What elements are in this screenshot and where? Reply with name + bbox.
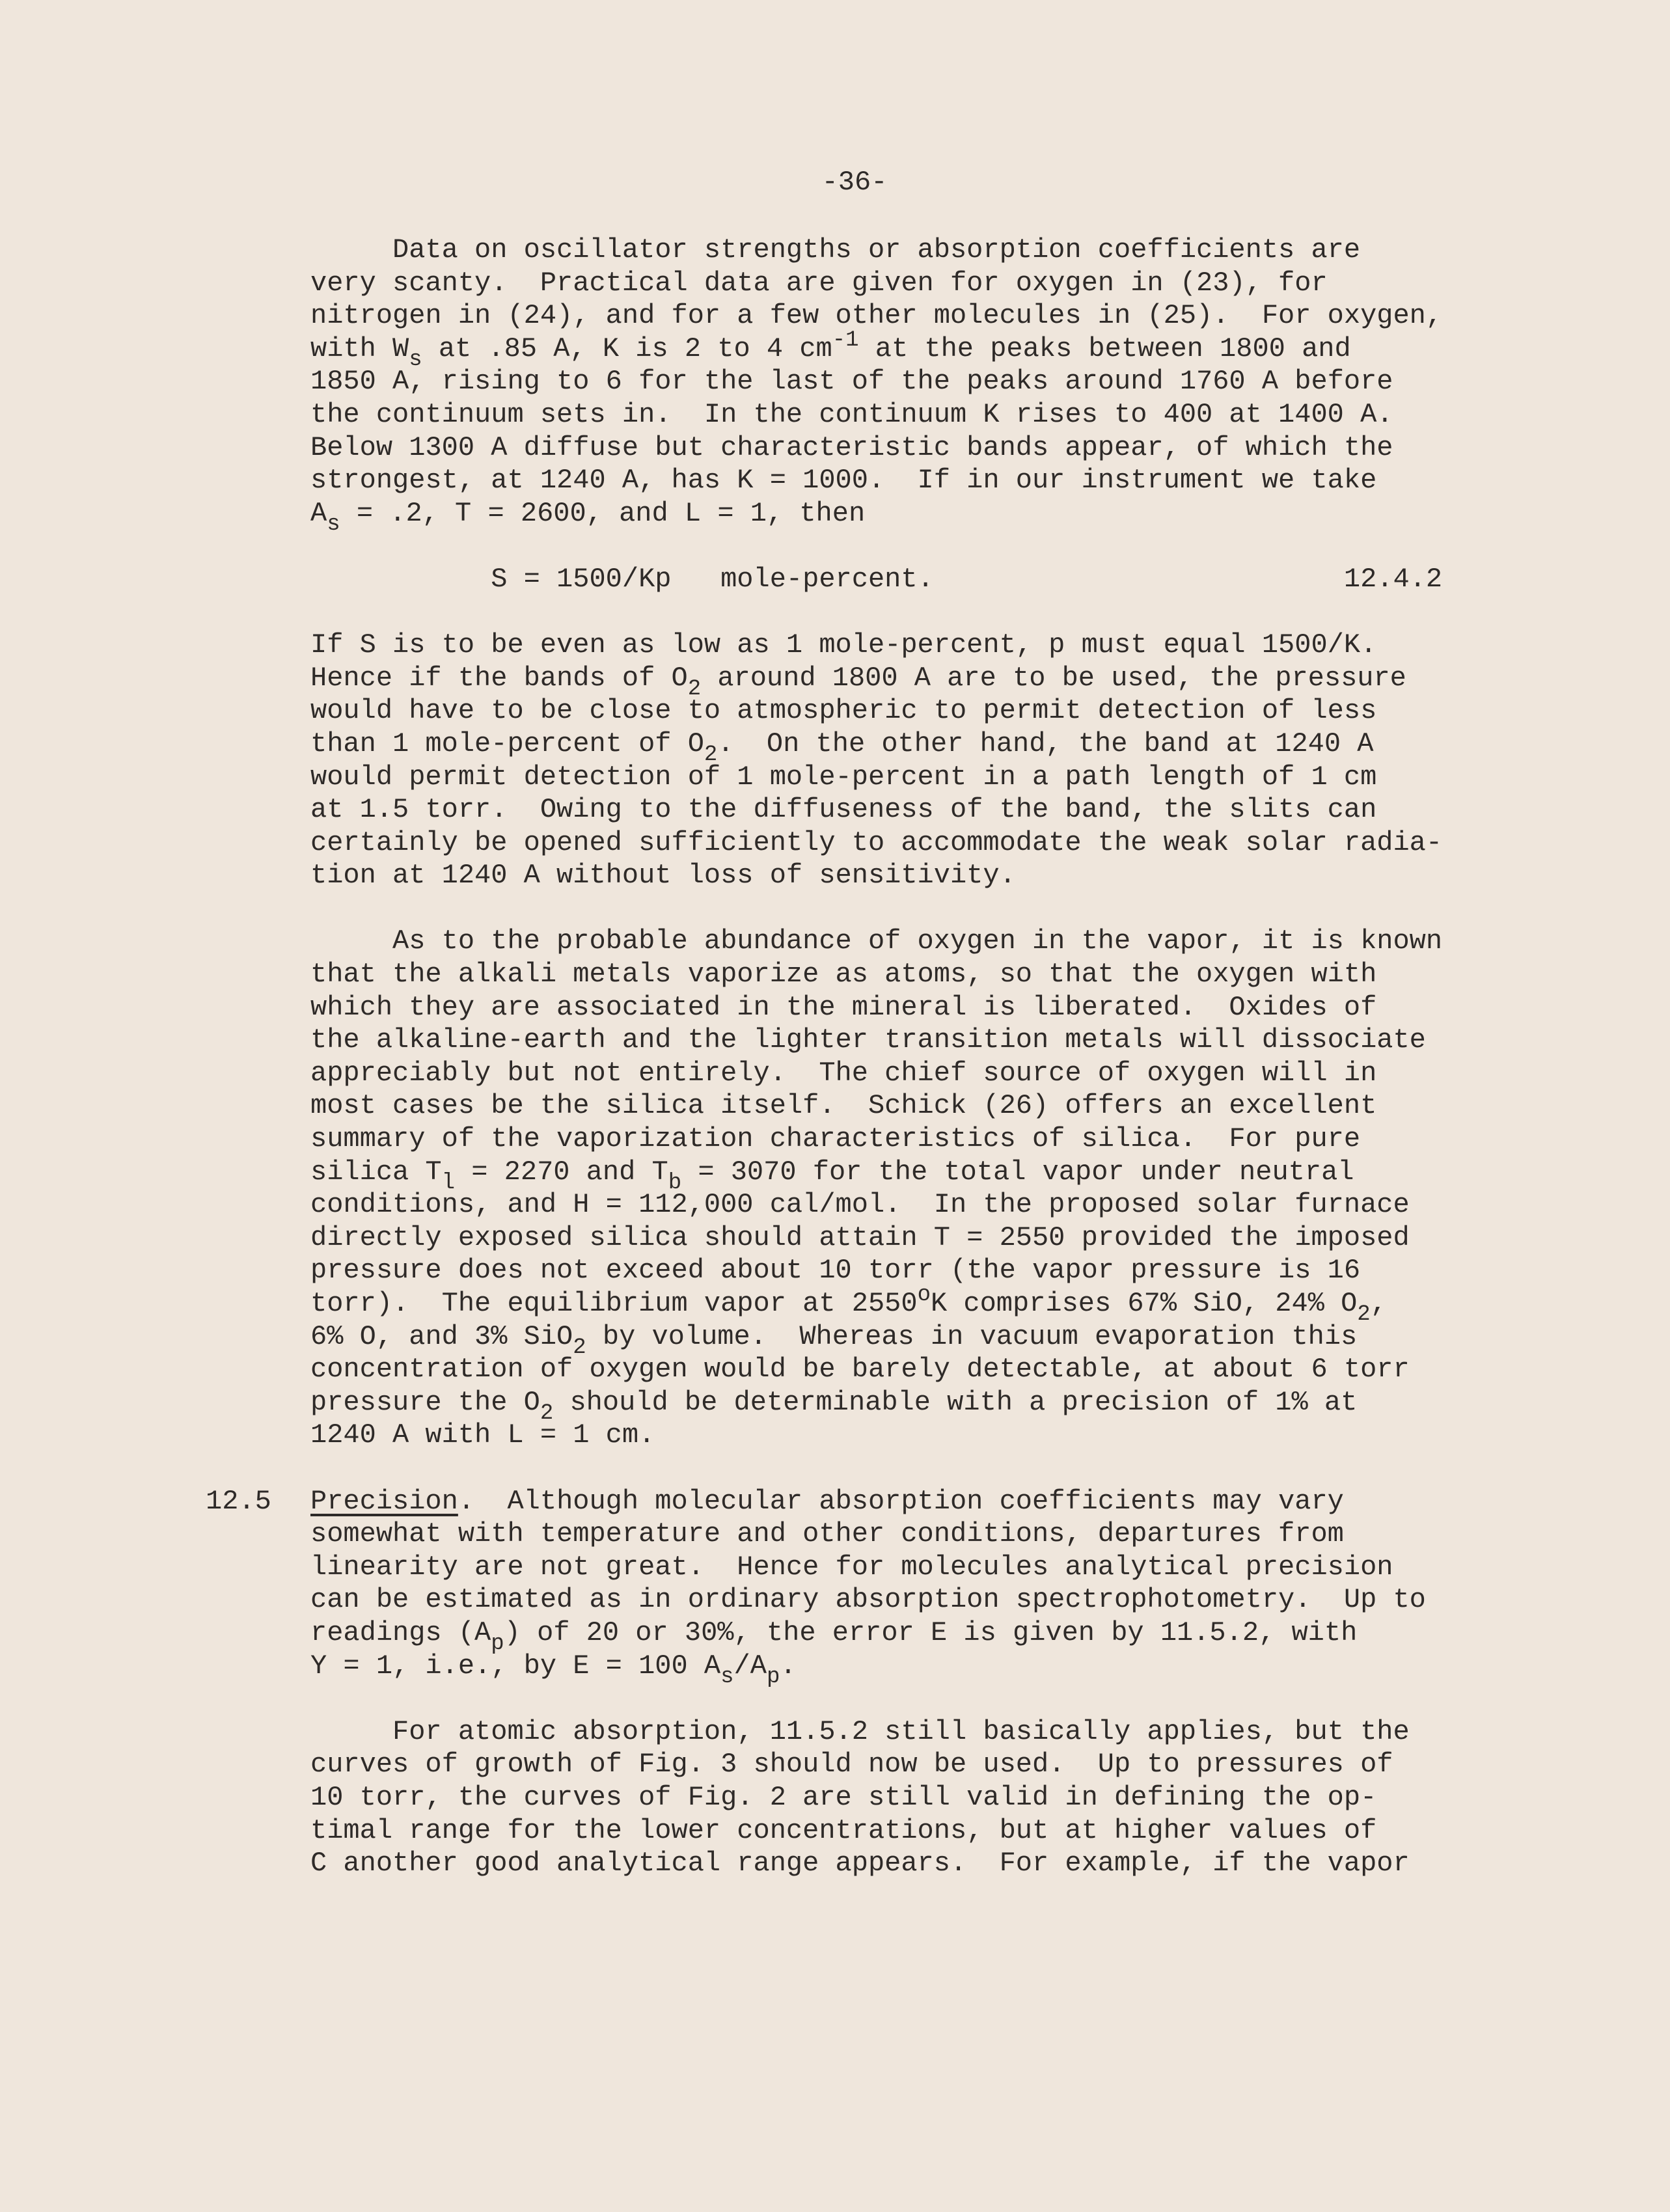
text-line [310,1814,1442,1848]
text-line [310,958,1442,991]
subscript: b [668,1170,682,1195]
text-line [310,1518,1442,1551]
text-line [310,1057,1442,1090]
text-line [310,299,1442,333]
text-segment: directly exposed silica should attain T = 2550 provided the imposed [310,1222,1410,1253]
text-segment: which they are associated in the mineral is liberated. Oxides of [310,991,1377,1023]
text-segment: tion at 1240 A without loss of sensitivity. [310,860,1016,892]
text-segment: would have to be close to atmospheric to permit detection of less [310,695,1377,727]
text-line [310,793,1442,826]
subscript: 2 [540,1400,554,1426]
text-segment: at .85 A, K is 2 to 4 cm [422,333,832,364]
superscript: -1 [832,327,859,353]
subscript: 2 [1357,1302,1371,1327]
text-line [310,826,1442,860]
text-line [310,1485,1442,1518]
text-segment: If S is to be even as low as 1 mole-percent, p must equal 1500/K. [310,629,1377,661]
text-segment: /A [733,1650,767,1682]
text-segment: than 1 mole-percent of O [310,728,704,759]
subscript: s [720,1664,734,1689]
subscript: 2 [687,676,702,702]
text-line [310,925,1442,958]
text-line [310,365,1442,398]
text-line [310,497,1442,537]
text-segment: very scanty. Practical data are given for oxygen in (23), for [310,267,1328,299]
text-line [310,1353,1442,1386]
text-segment: that the alkali metals vaporize as atoms, so that the oxygen with [310,959,1377,990]
text-segment: silica T [310,1156,442,1188]
text-line [310,728,1442,767]
text-line [310,563,1442,596]
text-line [310,694,1442,728]
text-segment: . Although molecular absorption coefficients may vary [458,1485,1344,1517]
text-line [310,662,1442,702]
subscript: 2 [704,742,718,767]
subscript: s [327,512,340,537]
text-line [310,629,1442,662]
text-segment: = .2, T = 2600, and L = 1, then [340,497,866,529]
text-segment: 1240 A with L = 1 cm. [310,1419,655,1451]
text-line [310,1650,1442,1689]
text-segment: ) of 20 or 30%, the error E is given by 11.5.2, with [504,1617,1358,1648]
text-segment: nitrogen in (24), and for a few other molecules in (25). For oxygen, [310,300,1443,332]
text-segment: the alkaline-earth and the lighter transition metals will dissociate [310,1024,1426,1056]
text-segment: should be determinable with a precision of 1% at [553,1386,1358,1418]
text-segment: the continuum sets in. In the continuum K rises to 400 at 1400 A. [310,398,1393,430]
superscript: o [917,1283,931,1307]
text-segment: appreciably but not entirely. The chief source of oxygen will in [310,1057,1377,1089]
text-segment: curves of growth of Fig. 3 should now be used. Up to pressures of [310,1749,1393,1781]
text-segment: Data on oscillator strengths or absorption coefficients are [310,234,1361,266]
subscript: 2 [573,1335,586,1360]
text-line [310,991,1442,1024]
text-segment: pressure does not exceed about 10 torr (the vapor pressure is 16 [310,1255,1361,1287]
text-segment: conditions, and H = 112,000 cal/mol. In the proposed solar furnace [310,1189,1410,1221]
text-segment: A [310,497,327,529]
text-line [310,464,1442,497]
document-body [310,234,1442,1880]
text-line [310,1283,1442,1327]
subscript: l [441,1170,456,1195]
text-segment: by volume. Whereas in vacuum evaporation this [586,1320,1358,1352]
text-line [310,431,1442,465]
text-line [310,1320,1442,1360]
text-segment: . On the other hand, the band at 1240 A [717,728,1374,759]
text-segment: Below 1300 A diffuse but characteristic bands appear, of which the [310,431,1393,463]
page-number: -36- [821,167,888,198]
text-line [310,267,1442,300]
text-line [310,761,1442,794]
text-segment: at 1.5 torr. Owing to the diffuseness of the band, the slits can [310,794,1377,826]
text-line [310,1123,1442,1156]
text-line [310,1188,1442,1222]
subscript: p [766,1664,780,1689]
text-segment: 1850 A, rising to 6 for the last of the peaks around 1760 A before [310,366,1393,398]
text-segment: S = 1500/Kp mole-percent. 12.4.2 [310,563,1443,595]
text-segment: somewhat with temperature and other conditions, departures from [310,1518,1344,1550]
text-line [310,398,1442,431]
text-line [310,1617,1442,1656]
text-line [310,1386,1442,1426]
text-segment: around 1800 A are to be used, the pressure [701,662,1406,694]
text-segment: summary of the vaporization characteristics of silica. For pure [310,1123,1361,1155]
text-segment: Y = 1, i.e., by E = 100 A [310,1650,721,1682]
text-segment: most cases be the silica itself. Schick (26) offers an excellent [310,1090,1377,1122]
text-line [310,1089,1442,1123]
text-segment: , [1370,1288,1387,1319]
text-segment: readings (A [310,1617,491,1648]
text-line [310,1715,1442,1749]
text-segment: pressure the O [310,1386,540,1418]
text-line [310,1156,1442,1195]
text-segment: would permit detection of 1 mole-percent in a path length of 1 cm [310,761,1377,793]
text-line [310,1419,1442,1452]
text-segment: Hence if the bands of O [310,662,688,694]
blank-line [310,892,1442,925]
text-line [310,1254,1442,1287]
blank-line [310,530,1442,563]
subscript: p [491,1631,504,1656]
text-segment: linearity are not great. Hence for molecules analytical precision [310,1551,1393,1583]
text-segment: timal range for the lower concentrations, but at higher values of [310,1814,1377,1846]
text-segment: = 2270 and T [455,1156,668,1188]
text-line [310,1222,1442,1255]
blank-line [310,1682,1442,1715]
text-segment: certainly be opened sufficiently to accommodate the weak solar radia- [310,826,1443,858]
text-segment: strongest, at 1240 A, has K = 1000. If in our instrument we take [310,465,1377,497]
text-segment: with W [310,333,409,364]
text-line [310,1781,1442,1814]
text-line [310,327,1442,372]
text-segment: torr). The equilibrium vapor at 2550 [310,1288,918,1319]
text-segment: 10 torr, the curves of Fig. 2 are still valid in defining the op- [310,1781,1377,1813]
text-line [310,859,1442,892]
text-line [310,1551,1442,1584]
text-segment: . [780,1650,797,1682]
text-segment: can be estimated as in ordinary absorption spectrophotometry. Up to [310,1584,1426,1616]
subscript: s [409,347,422,372]
blank-line [310,1452,1442,1485]
section-number: 12.5 [206,1486,271,1517]
text-line [310,1024,1442,1057]
text-segment: As to the probable abundance of oxygen in the vapor, it is known [310,925,1443,957]
text-segment: C another good analytical range appears. For example, if the vapor [310,1848,1410,1879]
text-line [310,234,1442,267]
text-line [310,1748,1442,1781]
text-segment: 6% O, and 3% SiO [310,1320,573,1352]
text-line [310,1847,1442,1880]
underlined-heading: Precision [310,1485,458,1517]
text-segment: concentration of oxygen would be barely detectable, at about 6 torr [310,1354,1410,1386]
blank-line [310,596,1442,629]
text-segment: at the peaks between 1800 and [858,333,1351,364]
text-segment: K comprises 67% SiO, 24% O [930,1288,1358,1319]
text-segment: = 3070 for the total vapor under neutral [681,1156,1354,1188]
text-segment: For atomic absorption, 11.5.2 still basically applies, but the [310,1715,1410,1747]
text-line [310,1583,1442,1617]
